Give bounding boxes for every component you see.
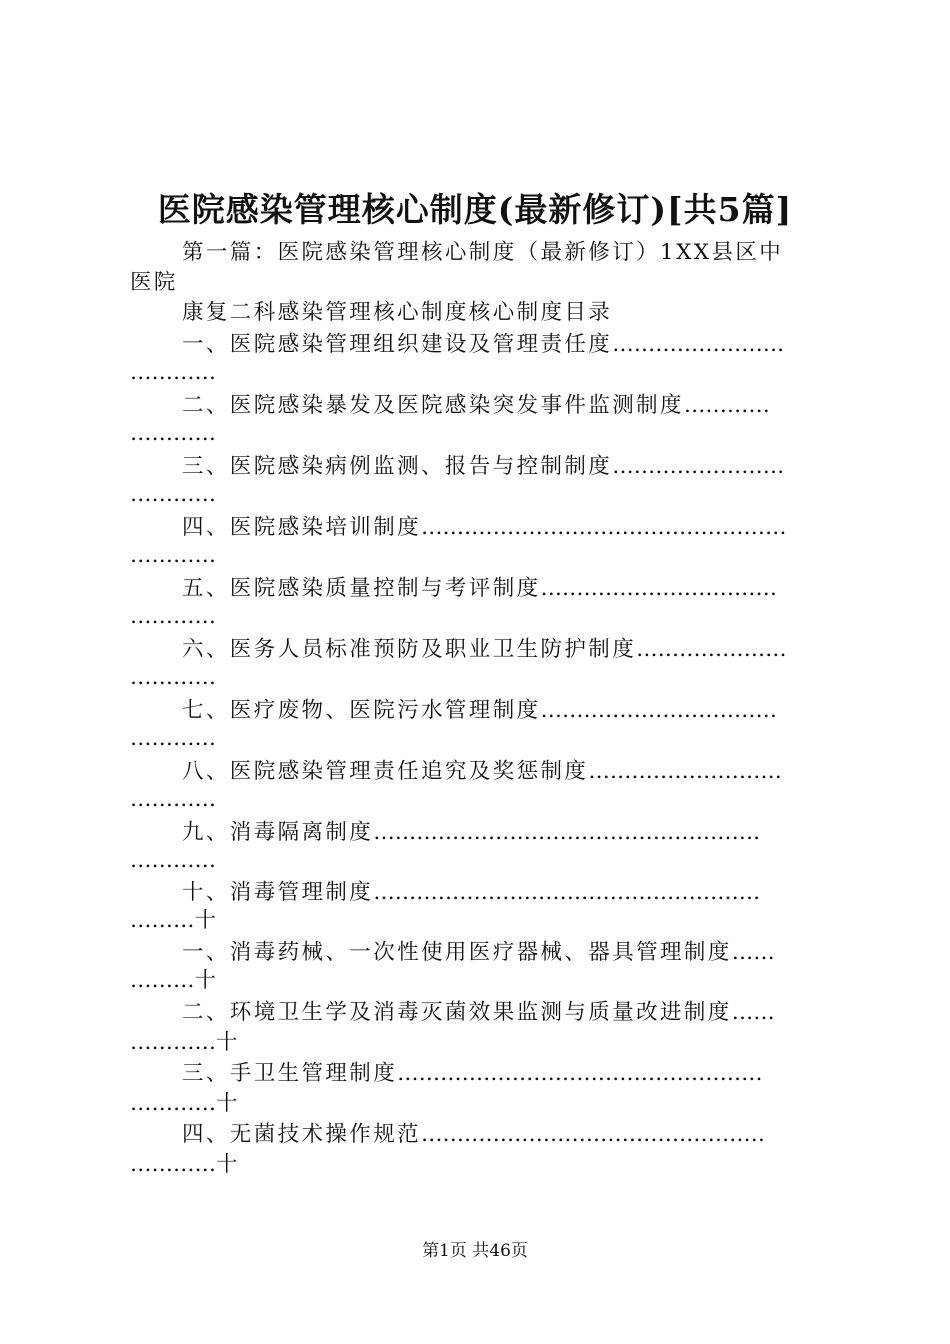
toc-entry-leader: ………………………………………… <box>421 1122 766 1147</box>
toc-entry-continuation: ………… <box>130 421 216 446</box>
toc-entry <box>130 818 832 848</box>
toc-entry-continuation: ………十 <box>130 908 217 933</box>
toc-entry-label: 三、手卫生管理制度 <box>182 1061 398 1086</box>
toc-entry-label: 七、医疗废物、医院污水管理制度 <box>182 698 541 723</box>
toc-entry-leader: ………… <box>683 393 770 418</box>
toc-entry-leader: …………………… <box>612 454 785 479</box>
toc-entry-label: 二、环境卫生学及消毒灭菌效果监测与质量改进制度 <box>182 1000 732 1025</box>
toc-entry-continuation: ………… <box>130 665 216 690</box>
toc-entry <box>130 757 832 787</box>
toc-entry-continuation: …………十 <box>130 1091 238 1116</box>
toc-entry-leader: …………………………… <box>540 576 778 601</box>
page-footer: 第1页 共46页 <box>422 1241 528 1261</box>
toc-entry-continuation: ………… <box>130 482 216 507</box>
toc-entry-leader: …… <box>731 940 775 965</box>
document-body <box>130 0 832 1344</box>
toc-entry <box>130 391 832 421</box>
toc-entry-continuation: ………… <box>130 604 216 629</box>
intro-line-3: 康复二科感染管理核心制度核心制度目录 <box>182 300 613 325</box>
toc-entry-label: 三、医院感染病例监测、报告与控制制度 <box>182 454 613 479</box>
toc-entry-continuation: ………… <box>130 543 216 568</box>
toc-entry <box>130 696 832 726</box>
toc-entry <box>130 513 832 543</box>
toc-entry-leader: …………………… <box>612 332 785 357</box>
toc-entry-label: 六、医务人员标准预防及职业卫生防护制度 <box>182 637 637 662</box>
toc-entry-label: 八、医院感染管理责任追究及奖惩制度 <box>182 759 589 784</box>
toc-entry <box>130 998 832 1028</box>
toc-entry-leader: ………………… <box>636 637 787 662</box>
toc-entry <box>130 452 832 482</box>
toc-entry-label: 四、无菌技术操作规范 <box>182 1122 422 1147</box>
intro-line-2: 医院 <box>130 270 178 295</box>
toc-entry-continuation: …………十 <box>130 1152 238 1177</box>
toc-entry-continuation: ………… <box>130 360 216 385</box>
toc-entry <box>130 1120 832 1150</box>
toc-entry-leader: …………………………… <box>540 698 778 723</box>
toc-entry-continuation: …………十 <box>130 1030 238 1055</box>
toc-entry-label: 五、医院感染质量控制与考评制度 <box>182 576 541 601</box>
toc-entry-continuation: ………… <box>130 787 216 812</box>
toc-entry-leader: ……………………………………………… <box>373 880 761 905</box>
toc-entry <box>130 635 832 665</box>
toc-entry-leader: …… <box>731 1000 775 1025</box>
toc-entry <box>130 574 832 604</box>
toc-entry-label: 一、消毒药械、一次性使用医疗器械、器具管理制度 <box>182 940 732 965</box>
toc-entry-label: 十、消毒管理制度 <box>182 880 374 905</box>
intro-line-1: 第一篇：医院感染管理核心制度（最新修订）1XX县区中 <box>182 240 784 265</box>
toc-entry-leader: …………………………………………… <box>397 1061 763 1086</box>
toc-entry <box>130 330 832 360</box>
document-title: 医院感染管理核心制度(最新修订)[共5篇] <box>157 190 793 229</box>
toc-entry <box>130 938 832 968</box>
toc-entry <box>130 1059 832 1089</box>
toc-entry <box>130 878 832 908</box>
toc-entry-leader: ……………………………………………… <box>373 820 761 845</box>
toc-entry-label: 一、医院感染管理组织建设及管理责任度 <box>182 332 613 357</box>
toc-entry-continuation: ………… <box>130 726 216 751</box>
toc-entry-label: 二、医院感染暴发及医院感染突发事件监测制度 <box>182 393 684 418</box>
toc-entry-continuation: ………… <box>130 848 216 873</box>
toc-entry-label: 四、医院感染培训制度 <box>182 515 422 540</box>
toc-entry-leader: ……………………… <box>588 759 782 784</box>
toc-entry-continuation: ………十 <box>130 968 217 993</box>
toc-entry-label: 九、消毒隔离制度 <box>182 820 374 845</box>
toc-entry-leader: …………………………………………… <box>421 515 787 540</box>
